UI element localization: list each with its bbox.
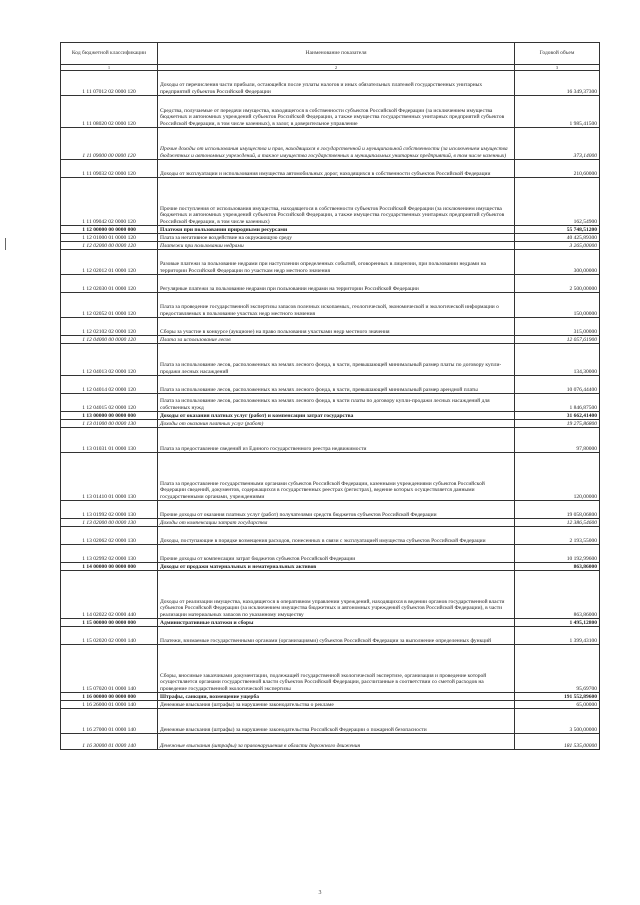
code-cell: 1 15 02020 02 0000 140 <box>61 627 158 645</box>
code-cell: 1 13 01410 01 0000 130 <box>61 453 158 501</box>
amount-cell: 300,00000 <box>515 250 600 275</box>
code-cell: 1 13 02062 02 0000 130 <box>61 527 158 545</box>
table-row <box>61 336 600 344</box>
amount-cell: 12 057,61900 <box>515 336 600 344</box>
code-cell: 1 14 02022 02 0000 440 <box>61 571 158 619</box>
name-cell: Прочие доходы от использования имущества и прав, находящихся в государственной и муниципальной собственности (за исключением имущества бюджетных и автономных учреждений, а также имущества государственных и муниципальных унитарных предприятий, в том числе казенных) <box>158 128 515 160</box>
table-row <box>61 627 600 645</box>
name-cell: Прочие доходы от компенсации затрат бюджетов субъектов Российской Федерации <box>158 545 515 563</box>
code-cell: 1 13 02000 00 0000 130 <box>61 519 158 527</box>
name-cell: Сборы за участие в конкурсе (аукционе) на право пользования участками недр местного значения <box>158 318 515 336</box>
amount-cell: 12 386,54600 <box>515 519 600 527</box>
budget-revenue-sheet <box>60 42 600 750</box>
name-cell: Разовые платежи за пользование недрами при наступлении определенных событий, оговоренных в лицензии, при пользовании недрами на территории Российской Федерации по участкам недр местного значения <box>158 250 515 275</box>
margin-mark <box>5 238 6 250</box>
amount-cell: 863,86000 <box>515 571 600 619</box>
table-row <box>61 420 600 428</box>
code-cell: 1 16 26000 01 0000 140 <box>61 701 158 709</box>
amount-cell: 181 535,00000 <box>515 734 600 750</box>
table-row <box>61 250 600 275</box>
name-cell: Плата за негативное воздействие на окружающую среду <box>158 234 515 242</box>
name-cell: Регулярные платежи за пользование недрами при пользовании недрами на территории Российской Федерации <box>158 275 515 293</box>
amount-cell: 2 500,00000 <box>515 275 600 293</box>
name-cell: Плата за использование лесов <box>158 336 515 344</box>
code-cell: 1 11 07012 02 0000 120 <box>61 71 158 96</box>
amount-cell: 863,86000 <box>515 563 600 571</box>
table-row <box>61 234 600 242</box>
amount-cell: 16 349,37300 <box>515 71 600 96</box>
code-cell: 1 14 00000 00 0000 000 <box>61 563 158 571</box>
table-row <box>61 242 600 250</box>
table-row <box>61 293 600 318</box>
table-row <box>61 344 600 376</box>
name-cell: Плата за предоставление государственными органами субъектов Российской Федерации, казенными учреждениями субъектов Российской Федерации сведений, документов, содержащихся в государственных реестрах (регистрах), ведение которых осуществляется данными государственными органами, учреждениями <box>158 453 515 501</box>
header-code: Код бюджетной классификации <box>61 43 158 65</box>
amount-cell: 210,60000 <box>515 160 600 178</box>
amount-cell: 150,00000 <box>515 293 600 318</box>
amount-cell: 31 662,41400 <box>515 412 600 420</box>
column-number-2: 2 <box>158 65 515 71</box>
column-number-1: 1 <box>61 65 158 71</box>
name-cell: Платежи при пользовании природными ресурсами <box>158 226 515 234</box>
table-row <box>61 160 600 178</box>
name-cell: Сборы, вносимые заказчиками документации, подлежащей государственной экологической экспертизе, организация и проведение которой осуществляется органами государственной власти субъектов Российской Федерации, рассчитанные в соответствии со сметой расходов на проведение государственной экологической экспертизы <box>158 645 515 693</box>
code-cell: 1 15 00000 00 0000 000 <box>61 619 158 627</box>
amount-cell: 40 425,89300 <box>515 234 600 242</box>
name-cell: Прочие поступления от использования имущества, находящегося в собственности субъектов Российской Федерации (за исключением имущества бюджетных и автономных учреждений субъектов Российской Федерации, а также имущества государственных унитарных предприятий субъектов Российской Федерации, в том числе казенных) <box>158 178 515 226</box>
code-cell: 1 13 01000 00 0000 130 <box>61 420 158 428</box>
code-cell: 1 12 04013 02 0000 120 <box>61 344 158 376</box>
code-cell: 1 13 02992 02 0000 130 <box>61 545 158 563</box>
amount-cell: 1 495,12800 <box>515 619 600 627</box>
table-row <box>61 275 600 293</box>
amount-cell: 55 748,51200 <box>515 226 600 234</box>
code-cell: 1 12 02102 02 0000 120 <box>61 318 158 336</box>
amount-cell: 3 265,00000 <box>515 242 600 250</box>
code-cell: 1 12 04014 02 0000 120 <box>61 376 158 394</box>
table-row <box>61 645 600 693</box>
amount-cell: 95,69700 <box>515 645 600 693</box>
code-cell: 1 12 04000 00 0000 120 <box>61 336 158 344</box>
code-cell: 1 11 08020 02 0000 120 <box>61 96 158 128</box>
name-cell: Денежные взыскания (штрафы) за нарушение законодательства о рекламе <box>158 701 515 709</box>
amount-cell: 19 058,06800 <box>515 501 600 519</box>
code-cell: 1 16 30000 01 0000 140 <box>61 734 158 750</box>
name-cell: Платежи при пользовании недрами <box>158 242 515 250</box>
table-row <box>61 376 600 394</box>
amount-cell: 191 552,89600 <box>515 693 600 701</box>
amount-cell: 10 076,44400 <box>515 376 600 394</box>
amount-cell: 1 399,43100 <box>515 627 600 645</box>
code-cell: 1 11 09042 02 0000 120 <box>61 178 158 226</box>
amount-cell: 134,30000 <box>515 344 600 376</box>
table-row <box>61 394 600 412</box>
code-cell: 1 15 07020 01 0000 140 <box>61 645 158 693</box>
name-cell: Плата за использование лесов, расположенных на землях лесного фонда, в части, превышающей минимальный размер арендной платы <box>158 376 515 394</box>
revenue-table <box>60 42 600 750</box>
amount-cell: 3 500,00000 <box>515 709 600 734</box>
code-cell: 1 12 02030 01 0000 120 <box>61 275 158 293</box>
name-cell: Административные платежи и сборы <box>158 619 515 627</box>
table-header-row <box>61 43 600 65</box>
amount-cell: 315,00000 <box>515 318 600 336</box>
table-row <box>61 571 600 619</box>
table-row <box>61 318 600 336</box>
code-cell: 1 12 02052 01 0000 120 <box>61 293 158 318</box>
name-cell: Прочие доходы от оказания платных услуг (работ) получателями средств бюджетов субъектов Российской Федерации <box>158 501 515 519</box>
amount-cell: 1 985,41500 <box>515 96 600 128</box>
table-row <box>61 527 600 545</box>
table-row <box>61 71 600 96</box>
code-cell: 1 12 01000 01 0000 120 <box>61 234 158 242</box>
table-body <box>61 71 600 750</box>
code-cell: 1 12 00000 00 0000 000 <box>61 226 158 234</box>
page-number: 3 <box>318 890 322 896</box>
amount-cell: 373,14000 <box>515 128 600 160</box>
amount-cell: 2 193,55000 <box>515 527 600 545</box>
name-cell: Штрафы, санкции, возмещение ущерба <box>158 693 515 701</box>
name-cell: Доходы от компенсации затрат государства <box>158 519 515 527</box>
table-row <box>61 178 600 226</box>
table-row <box>61 501 600 519</box>
name-cell: Средства, получаемые от передачи имущества, находящегося в собственности субъектов Российской Федерации (за исключением имущества бюджетных и автономных учреждений субъектов Российской Федерации, а также имущества государственных унитарных предприятий субъектов Российской Федерации, в том числе казенных), в залог, в доверительное управление <box>158 96 515 128</box>
table-row <box>61 545 600 563</box>
amount-cell: 97,80000 <box>515 428 600 453</box>
amount-cell: 19 275,86800 <box>515 420 600 428</box>
amount-cell: 162,54900 <box>515 178 600 226</box>
table-row <box>61 428 600 453</box>
header-name: Наименование показателя <box>158 43 515 65</box>
table-row <box>61 453 600 501</box>
table-row <box>61 96 600 128</box>
table-row <box>61 412 600 420</box>
code-cell: 1 12 02012 01 0000 120 <box>61 250 158 275</box>
code-cell: 1 16 00000 00 0000 000 <box>61 693 158 701</box>
table-row <box>61 734 600 750</box>
code-cell: 1 12 04015 02 0000 120 <box>61 394 158 412</box>
table-row <box>61 693 600 701</box>
name-cell: Доходы, поступающие в порядке возмещения расходов, понесенных в связи с эксплуатацией имущества субъектов Российской Федерации <box>158 527 515 545</box>
code-cell: 1 11 09000 00 0000 120 <box>61 128 158 160</box>
table-row <box>61 128 600 160</box>
amount-cell: 1 846,87500 <box>515 394 600 412</box>
name-cell: Плата за использование лесов, расположенных на землях лесного фонда, в части, превышающей минимальный размер платы по договору купли-продажи лесных насаждений <box>158 344 515 376</box>
name-cell: Доходы от оказания платных услуг (работ) и компенсации затрат государства <box>158 412 515 420</box>
code-cell: 1 13 01031 01 0000 130 <box>61 428 158 453</box>
code-cell: 1 16 27000 01 0000 140 <box>61 709 158 734</box>
code-cell: 1 13 01992 02 0000 130 <box>61 501 158 519</box>
amount-cell: 10 192,99600 <box>515 545 600 563</box>
table-row <box>61 226 600 234</box>
table-row <box>61 619 600 627</box>
name-cell: Денежные взыскания (штрафы) за нарушение законодательства Российской Федерации о пожарной безопасности <box>158 709 515 734</box>
name-cell: Доходы от эксплуатации и использования имущества автомобильных дорог, находящихся в собственности субъектов Российской Федерации <box>158 160 515 178</box>
table-row <box>61 519 600 527</box>
name-cell: Доходы от перечисления части прибыли, остающейся после уплаты налогов и иных обязательных платежей государственных унитарных предприятий субъектов Российской Федерации <box>158 71 515 96</box>
code-cell: 1 12 02000 00 0000 120 <box>61 242 158 250</box>
amount-cell: 65,00000 <box>515 701 600 709</box>
table-row <box>61 701 600 709</box>
header-amount: Годовой объем <box>515 43 600 65</box>
name-cell: Платежи, взимаемые государственными органами (организациями) субъектов Российской Федерации за выполнение определенных функций <box>158 627 515 645</box>
name-cell: Доходы от реализации имущества, находящегося в оперативном управлении учреждений, находящихся в ведении органов государственной власти субъектов Российской Федерации (за исключением имущества бюджетных и автономных учреждений субъектов Российской Федерации), в части реализации материальных запасов по указанному имуществу <box>158 571 515 619</box>
column-number-3: 3 <box>515 65 600 71</box>
name-cell: Доходы от оказания платных услуг (работ) <box>158 420 515 428</box>
name-cell: Плата за использование лесов, расположенных на землях лесного фонда, в части платы по договору купли-продажи лесных насаждений для собственных нужд <box>158 394 515 412</box>
table-row <box>61 709 600 734</box>
table-row <box>61 563 600 571</box>
amount-cell: 120,00000 <box>515 453 600 501</box>
code-cell: 1 11 09032 02 0000 120 <box>61 160 158 178</box>
name-cell: Доходы от продажи материальных и нематериальных активов <box>158 563 515 571</box>
code-cell: 1 13 00000 00 0000 000 <box>61 412 158 420</box>
name-cell: Плата за проведение государственной экспертизы запасов полезных ископаемых, геологической, экономической и экологической информации о предоставляемых в пользование участках недр местного значения <box>158 293 515 318</box>
name-cell: Плата за предоставление сведений из Единого государственного реестра недвижимости <box>158 428 515 453</box>
name-cell: Денежные взыскания (штрафы) за правонарушения в области дорожного движения <box>158 734 515 750</box>
